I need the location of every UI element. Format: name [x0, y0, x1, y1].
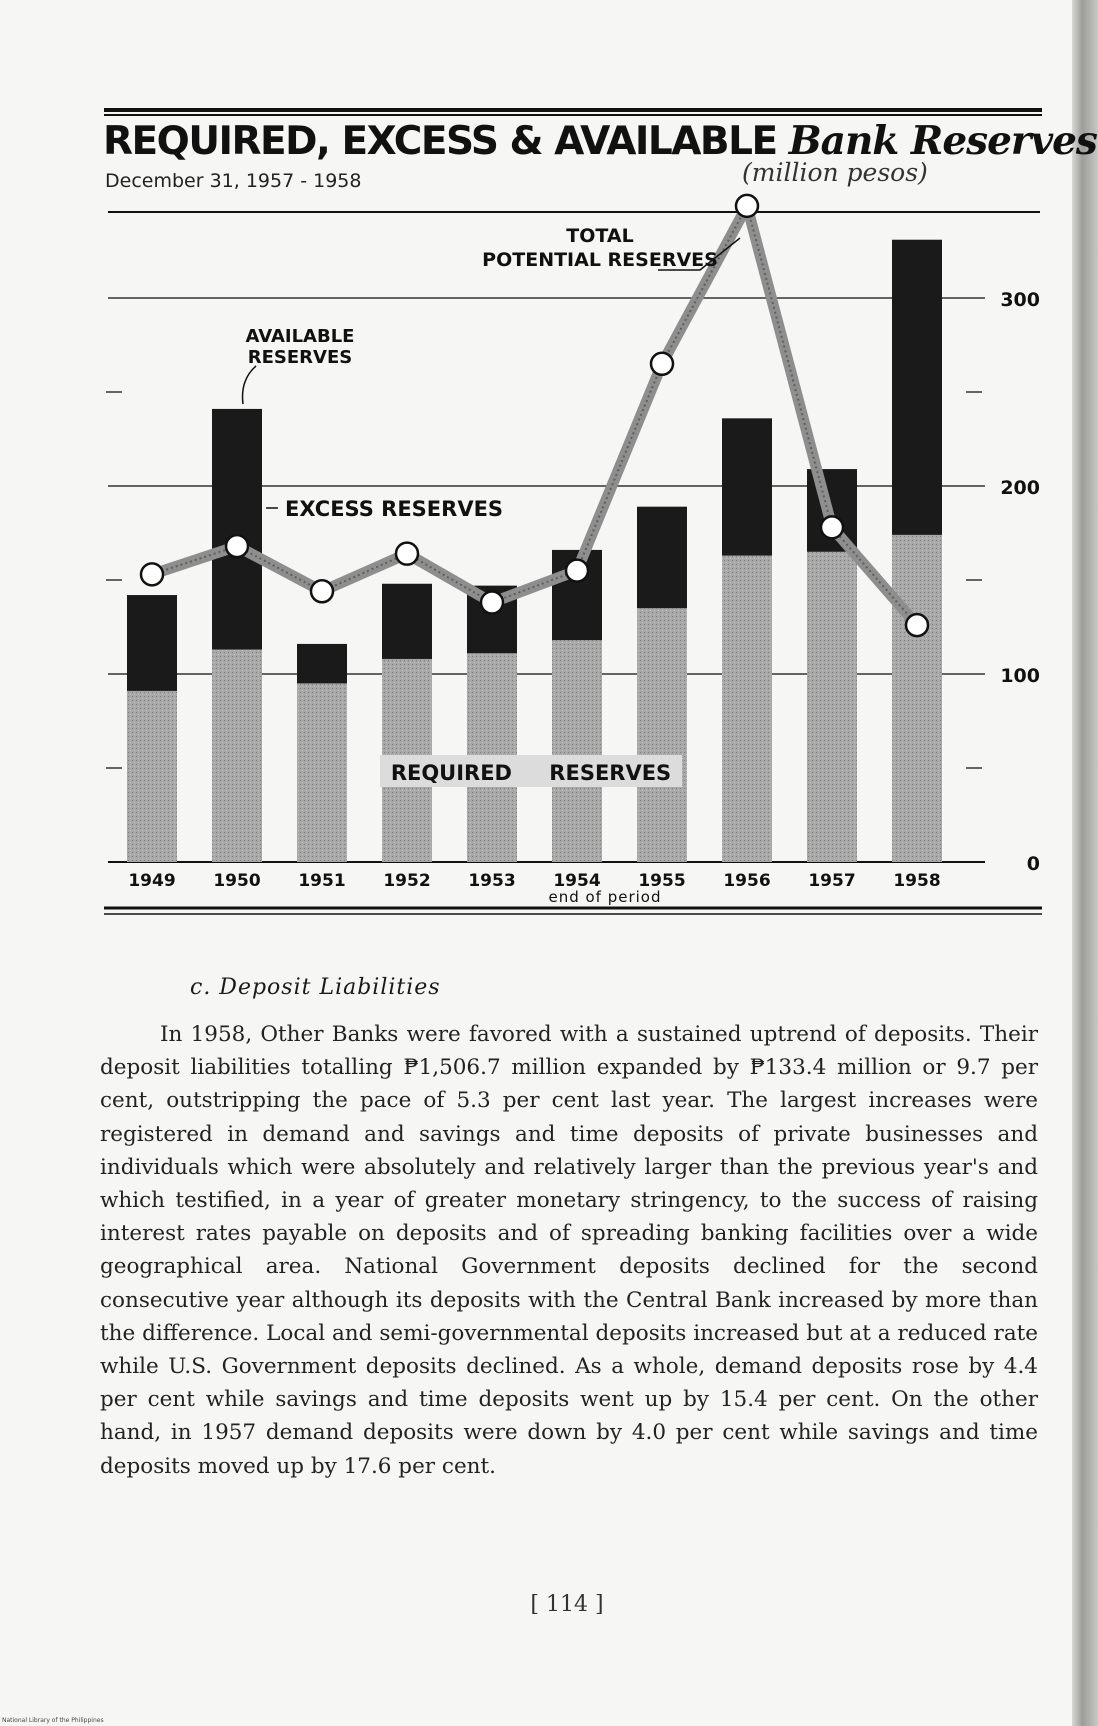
section-heading: c. Deposit Liabilities — [190, 975, 441, 1000]
annotation-total-line1: TOTAL — [566, 225, 634, 247]
x-tick-label: 1956 — [723, 871, 771, 891]
bar-required-1954 — [552, 640, 602, 862]
x-tick-label: 1949 — [128, 871, 176, 891]
section-body: In 1958, Other Banks were favored with a sustained uptrend of deposits. Their deposit liabilities totalling ₱1,506.7 million expanded by ₱133.4 million or 9.7 per cent, outstripping the pace of 5.3 per cent last year. The largest increases were registered in demand and savings and time deposits of private businesses and individuals which were absolutely and relatively larger than the previous year's and which testified, in a year of greater monetary stringency, to the success of raising interest rates payable on deposits and of spreading banking facilities over a wide geographical area. National Government deposits declined for the second consecutive year although its deposits with the Central Bank increased by more than the difference. Local and semi-governmental deposits increased but at a reduced rate while U.S. Government deposits declined. As a whole, demand deposits rose by 4.4 per cent while savings and time deposits went up by 15.4 per cent. On the other hand, in 1957 demand deposits were down by 4.0 per cent while savings and time deposits moved up by 17.6 per cent. — [100, 1022, 1038, 1479]
point-total-1958 — [906, 614, 928, 636]
page-number: [ 114 ] — [530, 1592, 604, 1617]
x-tick-label: 1957 — [808, 871, 856, 891]
annotation-excess: EXCESS RESERVES — [285, 497, 504, 521]
bar-required-1951 — [297, 683, 347, 862]
x-tick-label: 1952 — [383, 871, 431, 891]
y-tick-label: 100 — [1000, 665, 1040, 687]
bar-excess-1950 — [212, 409, 262, 650]
annotation-available-line1: AVAILABLE — [245, 326, 355, 347]
point-total-1953 — [481, 592, 503, 614]
footer-credit: National Library of the Philippines — [2, 1717, 104, 1724]
x-axis-label: end of period — [548, 888, 662, 906]
bar-required-1949 — [127, 691, 177, 862]
annotation-total-line2: POTENTIAL RESERVES — [482, 249, 718, 271]
x-tick-label: 1951 — [298, 871, 346, 891]
y-tick-label: 300 — [1000, 289, 1040, 311]
x-tick-label: 1958 — [893, 871, 941, 891]
point-total-1950 — [226, 535, 248, 557]
point-total-1957 — [821, 516, 843, 538]
annotation-available-line2: RESERVES — [247, 347, 353, 368]
bar-required-1950 — [212, 650, 262, 862]
chart-unit-note: (million pesos) — [742, 158, 928, 187]
bar-excess-1955 — [637, 507, 687, 609]
x-tick-label: 1953 — [468, 871, 516, 891]
bar-excess-1951 — [297, 644, 347, 683]
y-tick-label: 200 — [1000, 477, 1040, 499]
point-total-1954 — [566, 560, 588, 582]
chart-title-handwritten: Bank Reserves — [788, 118, 1097, 164]
point-total-1952 — [396, 543, 418, 565]
bar-excess-1949 — [127, 595, 177, 691]
point-total-1955 — [651, 353, 673, 375]
annotation-available-arrow — [243, 366, 256, 404]
bar-excess-1958 — [892, 240, 942, 535]
point-total-1956 — [736, 195, 758, 217]
annotation-required: REQUIRED RESERVES — [390, 761, 672, 785]
x-tick-label: 1954 — [553, 871, 601, 891]
bar-excess-1952 — [382, 584, 432, 659]
point-total-1949 — [141, 563, 163, 585]
y-tick-label: 0 — [1026, 853, 1040, 875]
x-tick-label: 1950 — [213, 871, 261, 891]
bar-required-1955 — [637, 608, 687, 862]
chart-subtitle: December 31, 1957 - 1958 — [105, 170, 362, 192]
bar-required-1956 — [722, 556, 772, 862]
chart-title-printed: REQUIRED, EXCESS & AVAILABLE — [103, 119, 777, 164]
bar-excess-1956 — [722, 418, 772, 555]
x-tick-label: 1955 — [638, 871, 686, 891]
bar-required-1958 — [892, 535, 942, 862]
bar-required-1957 — [807, 552, 857, 862]
point-total-1951 — [311, 580, 333, 602]
